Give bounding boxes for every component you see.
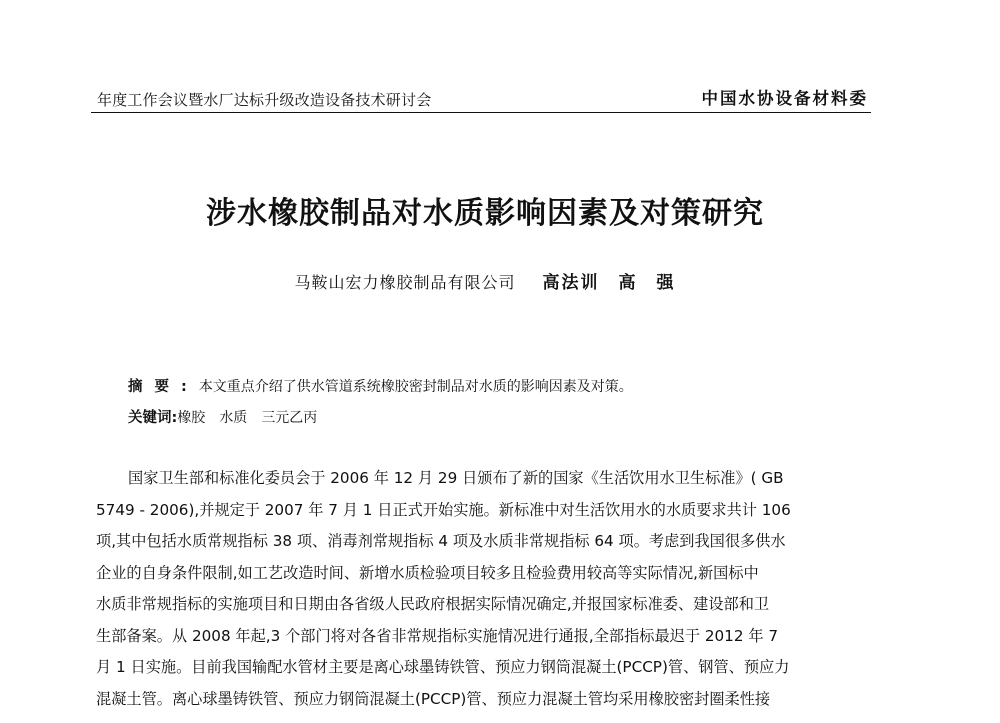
keywords-label: 关键词: [128,410,178,426]
paper-title: 涉水橡胶制品对水质影响因素及对策研究 [206,196,764,231]
author-names: 高法训 高 强 [542,273,676,293]
body-line: 生部备案。从 2008 年起,3 个部门将对各省非常规指标实施情况进行通报,全部指标最迟于 2012 年 7 [96,626,778,645]
author-organization: 马鞍山宏力橡胶制品有限公司 [294,273,516,292]
body-line: 水质非常规指标的实施项目和日期由各省级人民政府根据实际情况确定,并报国家标准委、建设部和卫 [96,595,770,613]
abstract-label: 摘要: [128,379,199,395]
keyword-item: 橡胶 [177,410,206,426]
author-line [0,268,970,293]
body-line: 国家卫生部和标准化委员会于 2006 年 12 月 29 日颁布了新的国家《生活饮用水卫生标准》( GB [128,469,784,487]
body-line: 5749 - 2006),并规定于 2007 年 7 月 1 日正式开始实施。新标准中对生活饮用水的水质要求共计 106 [96,500,791,519]
keyword-item: 水质 [219,410,248,426]
abstract [128,375,633,396]
conference-name: 年度工作会议暨水厂达标升级改造设备技术研讨会 [97,91,432,109]
keyword-item: 三元乙丙 [261,410,318,426]
body-line: 月 1 日实施。目前我国输配水管材主要是离心球墨铸铁管、预应力钢筒混凝土(PCCP)管、钢管、预应力 [96,658,790,676]
body-line: 项,其中包括水质常规指标 38 项、消毒剂常规指标 4 项及水质非常规指标 64 项。考虑到我国很多供水 [96,532,786,550]
abstract-text: 本文重点介绍了供水管道系统橡胶密封制品对水质的影响因素及对策。 [198,379,633,395]
body-line: 企业的自身条件限制,如工艺改造时间、新增水质检验项目较多且检验费用较高等实际情况,新国标中 [96,563,759,582]
committee-name: 中国水协设备材料委 [701,89,868,108]
keywords [128,406,331,427]
running-header [91,86,871,113]
body-paragraph [96,463,884,715]
body-line: 混凝土管。离心球墨铸铁管、预应力钢筒混凝土(PCCP)管、预应力混凝土管均采用橡胶密封圈柔性接 [96,689,771,708]
